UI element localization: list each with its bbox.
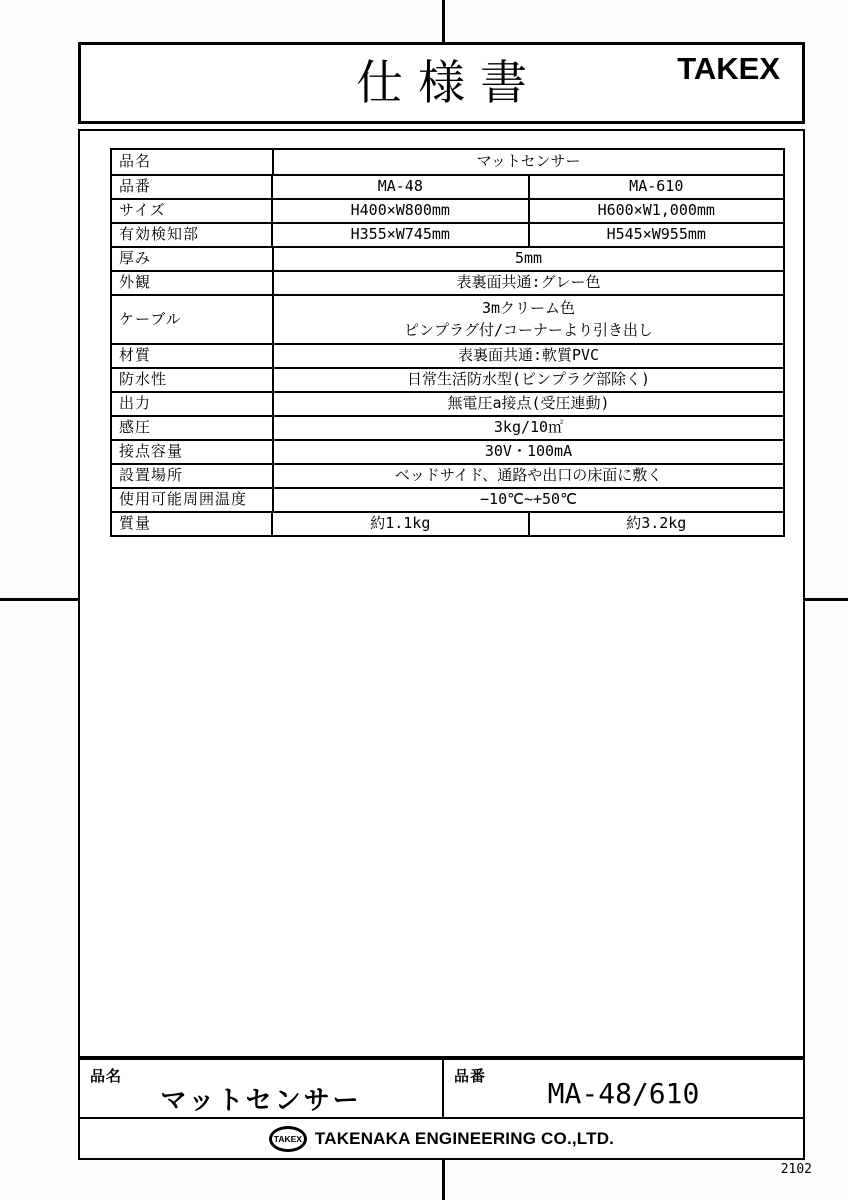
row-value: 約3.2kg [528,513,783,535]
row-value: H400×W800mm [271,200,527,222]
row-label: 品番 [119,178,152,196]
row-label: 使用可能周囲温度 [119,491,248,509]
table-row [112,463,783,487]
row-label: 防水性 [119,371,168,389]
title-block [78,1058,805,1119]
row-value: 表裏面共通:軟質PVC [272,345,783,367]
row-label: 設置場所 [119,467,184,485]
company-bar [78,1119,805,1160]
row-value: 3mクリーム色 ピンプラグ付/コーナーより引き出し [272,296,783,343]
row-value: 日常生活防水型(ピンプラグ部除く) [272,369,783,391]
row-value: −10℃~+50℃ [272,489,783,511]
product-name-value: マットセンサー [160,1085,362,1115]
row-value: H545×W955mm [528,224,783,246]
header [78,42,805,124]
registration-mark-left [0,598,78,601]
registration-mark-top [442,0,445,42]
table-row [112,222,783,246]
row-value: H355×W745mm [271,224,527,246]
table-row [112,343,783,367]
row-value: 表裏面共通:グレー色 [272,272,783,294]
table-row [112,246,783,270]
row-label: 材質 [119,347,152,365]
table-row [112,198,783,222]
table-row [112,487,783,511]
table-row [112,270,783,294]
row-value: MA-48 [271,176,527,198]
row-label: 接点容量 [119,443,184,461]
table-row [112,439,783,463]
title-block-model-cell [444,1060,803,1117]
row-value: MA-610 [528,176,783,198]
row-label: 有効検知部 [119,226,200,244]
row-value: 3kg/10㎡ [272,417,783,439]
row-label: 出力 [119,395,152,413]
row-label: ケーブル [119,310,182,328]
row-value: 無電圧a接点(受圧連動) [272,393,783,415]
row-value: H600×W1,000mm [528,200,783,222]
table-row [112,174,783,198]
takex-oval-logo-icon: TAKEX [269,1126,307,1152]
row-label: 外観 [119,274,152,292]
product-name-label: 品名 [90,1068,123,1085]
row-value: 約1.1kg [271,513,527,535]
title-block-product-cell [80,1060,444,1117]
table-row [112,150,783,174]
table-row [112,415,783,439]
row-value: マットセンサー [272,150,783,174]
table-row [112,391,783,415]
table-row [112,511,783,535]
company-name: TAKENAKA ENGINEERING CO.,LTD. [314,1128,615,1148]
row-label: 感圧 [119,419,152,437]
row-label: 質量 [119,515,152,533]
registration-mark-right [805,598,848,601]
row-label: 品名 [119,153,152,171]
document-title: 仕様書 [356,56,542,109]
table-row [112,367,783,391]
model-number-value: MA-48/610 [547,1077,700,1110]
row-value: 30V・100mA [272,441,783,463]
row-label: サイズ [119,202,166,220]
page-number: 2102 [780,1162,812,1177]
spec-table [110,148,785,537]
registration-mark-bottom [442,1158,445,1200]
row-label: 厚み [119,250,152,268]
row-value: 5mm [272,248,783,270]
table-row [112,294,783,343]
takex-brand-logo: TAKEX [677,51,780,86]
row-value: ベッドサイド、通路や出口の床面に敷く [272,465,783,487]
model-number-label: 品番 [454,1068,487,1085]
